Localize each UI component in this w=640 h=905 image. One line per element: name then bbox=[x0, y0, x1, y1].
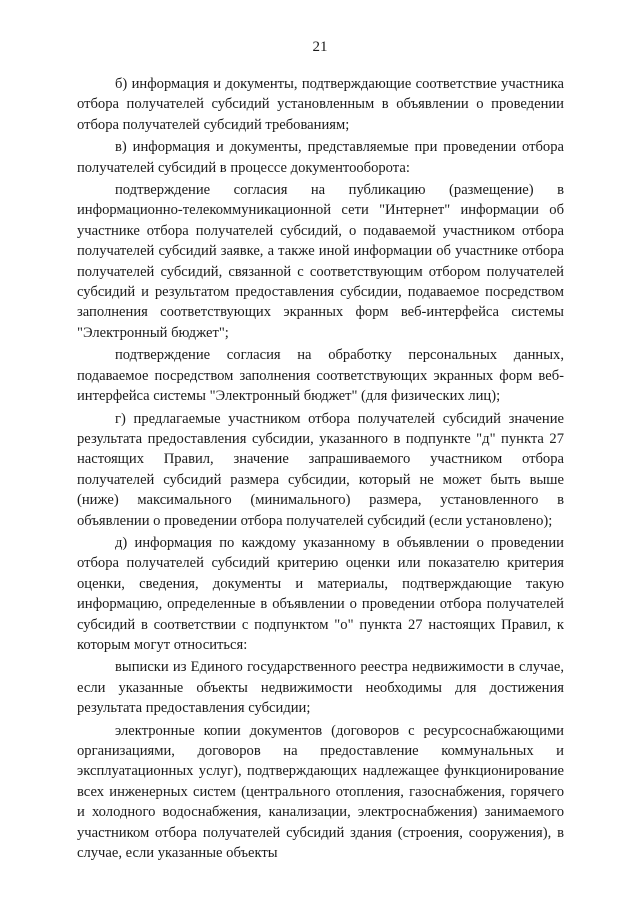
paragraph-electronic-copies: электронные копии документов (договоров с ресурсоснабжающими организациями, договоров на предоставление коммунальных и эксплуатационных услуг), подтверждающих надлежащее функционирование всех инженерных систем (центрального отопления, газоснабжения, горячего и холодного водоснабжения, канализации, электроснабжения) занимаемого участником отбора получателей субсидий здания (строения, сооружения), в случае, если указанные объекты bbox=[77, 722, 564, 862]
document-body bbox=[77, 74, 564, 865]
paragraph-registry-extracts: выписки из Единого государственного реестра недвижимости в случае, если указанные объекты недвижимости необходимы для достижения результата предоставления субсидии; bbox=[77, 659, 564, 717]
paragraph-d: д) информация по каждому указанному в объявлении о проведении отбора получателей субсидий критерию оценки или показателю критерия оценки, сведения, документы и материалы, подтверждающие такую информацию, определенные в объявлении о проведении отбора получателей субсидий в соответствии с подпунктом "о" пункта 27 настоящих Правил, к которым могут относиться: bbox=[77, 534, 564, 653]
page-number: 21 bbox=[312, 39, 328, 55]
paragraph-b: б) информация и документы, подтверждающие соответствие участника отбора получателей субсидий установленным в объявлении о проведении отбора получателей субсидий требованиям; bbox=[77, 76, 564, 133]
paragraph-publication-consent: подтверждение согласия на публикацию (размещение) в информационно-телекоммуникационной сети "Интернет" информации об участнике отбора получателей субсидий, о подаваемой участником отбора получателей субсидий заявке, а также иной информации об участнике отбора получателей субсидий, связанной с соответствующим отбором получателей субсидий и результатом предоставления субсидии, подаваемое посредством заполнения соответствующих экранных форм веб-интерфейса системы "Электронный бюджет"; bbox=[77, 182, 564, 341]
paragraph-g: г) предлагаемые участником отбора получателей субсидий значение результата предоставления субсидии, указанного в подпункте "д" пункта 27 настоящих Правил, значение запрашиваемого участником отбора получателей субсидий размера субсидии, который не может быть выше (ниже) максимального (минимального) размера, установленного в объявлении о проведении отбора получателей субсидий (если установлено); bbox=[77, 410, 564, 529]
paragraph-v: в) информация и документы, представляемые при проведении отбора получателей субсидий в процессе документооборота: bbox=[77, 139, 564, 176]
paragraph-personal-data-consent: подтверждение согласия на обработку персональных данных, подаваемое посредством заполнения соответствующих экранных форм веб-интерфейса системы "Электронный бюджет" (для физических лиц); bbox=[77, 347, 564, 405]
